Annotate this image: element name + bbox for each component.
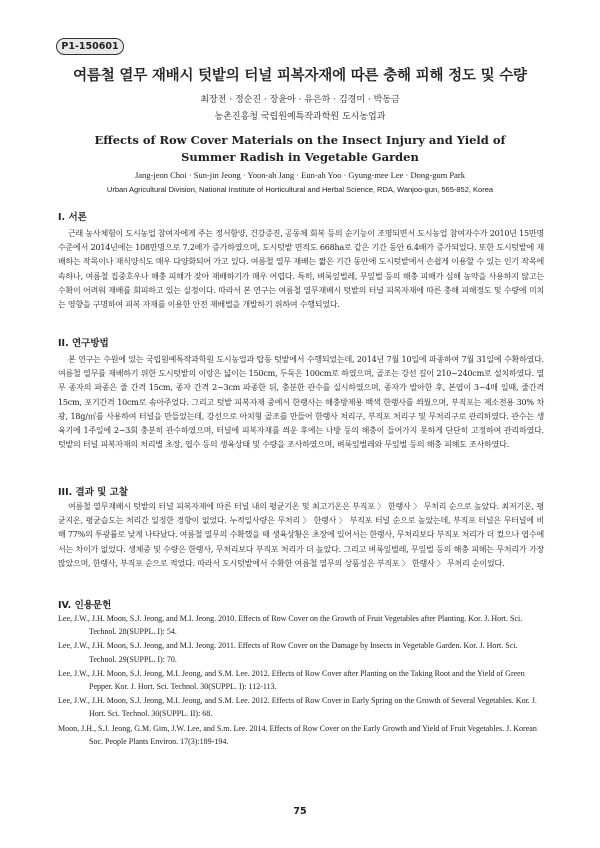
- authors-korean: 최장전 · 정순진 · 장윤아 · 유은하 · 김경미 · 박동금: [200, 95, 400, 105]
- title-korean: 여름철 열무 재배시 텃밭의 터널 피복자재에 따른 충해 피해 정도 및 수량: [73, 67, 527, 84]
- section-heading-references: IV. 인용문헌: [58, 600, 112, 611]
- section-text-results: 여름철 열무재배시 텃밭의 터널 피복자재에 따른 터널 내의 평균기온 및 최고기온은 부직포 〉 한랭사 〉 무처리 순으로 높았다. 최저기온, 평균지온, 평균습도는 처리간 일정한 경향이 없었다. 누적일사량은 무처리 〉 한랭사 〉 부직포 터널 순으로 높았는데, 부직포 터널은 무터널에 비해 77%의 투광률로 낮게 나타났다. 여름철 열무의 수확했을 때 생육상황은 초장에 있어서는 한랭사, 무처리보다 부직포 처리가 더 컸으나 엽수에서는 차이가 없었다. 생체중 및 수량은 한랭사, 무처리보다 부직포 처리가 더 높았다. 그리고 벼룩잎벌레, 무잎벌 등의 해충 피해는 무처리가 가장 많았으며, 한랭사, 부직포 순으로 적었다. 따라서 도시텃밭에서 수확한 여름철 열무의 상품성은 부직포 〉 한랭사 〉 무처리 순이었다.: [58, 502, 544, 568]
- page-number: 75: [293, 806, 307, 817]
- affiliation-korean: 농촌진흥청 국립원예특작과학원 도시농업과: [214, 112, 386, 122]
- reference-item: Lee, J.W., J.H. Moon, S.J. Jeong, M.I. Jeong, and S.M. Lee. 2012. Effects of Row Cover after Planting on the Taking Root and the Yield of Green Pepper. Kor. J. Hort. Sci. Technol. 30(SUPPL. I): 112-113.: [58, 668, 525, 692]
- section-heading-methods: II. 연구방법: [58, 338, 109, 349]
- reference-item: Lee, J.W., J.H. Moon, S.J. Jeong, and M.I. Jeong. 2011. Effects of Row Cover on the Damage by Insects in Vegetable Garden. Kor. J. Hort. Sci. Technol. 29(SUPPL. I): 70.: [58, 641, 518, 664]
- session-tag: P1-150601: [56, 38, 124, 55]
- section-text-introduction: 근래 농사체험이 도시농업 참여자에게 주는 정서함양, 건강증진, 공동체 회복 등의 순기능이 조명되면서 도시농업 참여자수가 2010년 15만명 수준에서 2014년에는 108만명으로 7.2배가 증가하였으며, 도시텃밭 면적도 668ha로 같은 기간 동안 6.4배가 증가되었다. 또한 도시텃밭에 재배하는 작목이나 재식양식도 매우 다양화되어 가고 있다. 여름철 열무 재배는 짧은 기간 동안에 도시텃밭에서 손쉽게 이용할 수 있는 인기 작목에 속하나, 여름철 집중호우나 해충 피해가 잦아 재배하기가 매우 어렵다. 특히, 벼룩잎벌레, 무잎벌 등의 해충 피해가 심해 농약을 사용하지 않고는 수확이 어려워 재배를 회피하고 있는 실정이다. 따라서 본 연구는 여름철 열무재배시 텃밭의 터널 피복자재에 따른 충해 피해정도 및 수량에 미치는 영향을 구명하여 피복 자재를 이용한 안전 재배법을 개발하기 위하여 수행되었다.: [58, 229, 544, 310]
- section-heading-introduction: I. 서론: [58, 212, 87, 223]
- title-english: [0, 132, 600, 166]
- reference-item: Lee, J.W., J.H. Moon, S.J. Jeong, M.I. Jeong, and S.M. Lee. 2012. Effects of Row Cover in Early Spring on the Growth of Several Vegetables. Kor. J. Hort. Sci. Technol. 30(SUPPL. II): 68.: [58, 696, 537, 719]
- title-english-line2: Summer Radish in Vegetable Garden: [181, 150, 419, 164]
- section-heading-results: III. 결과 및 고찰: [58, 487, 129, 498]
- authors-english: Jang-jeon Choi · Sun-jin Jeong · Yoon-ah Jang · Eun-ah Yoo · Gyung-mee Lee · Dong-gum Park: [134, 170, 466, 180]
- affiliation-english: Urban Agricultural Division, National Institute of Horticultural and Herbal Science, RDA, Wanjoo-gun, 565-852, Korea: [106, 185, 494, 194]
- reference-item: Moon, J.H., S.J. Jeong, G.M. Gim, J.W. Lee, and S.m. Lee. 2014. Effects of Row Cover on the Early Growth and Yield of Fruit Vegetables. J. Korean Soc. People Plants Environ. 17(3):189-194.: [58, 723, 537, 746]
- reference-item: Lee, J.W., J.H. Moon, S.J. Jeong, and M.I. Jeong. 2010. Effects of Row Cover on the Growth of Fruit Vegetables after Planting. Kor. J. Hort. Sci. Technol. 28(SUPPL. I): 54.: [58, 614, 523, 637]
- title-english-line1: Effects of Row Cover Materials on the Insect Injury and Yield of: [94, 133, 506, 147]
- reference-list: [58, 612, 544, 749]
- section-text-methods: 본 연구는 수원에 있는 국립원예특작과학원 도시농업과 탑동 텃밭에서 수행되었는데, 2014년 7월 10일에 파종하여 7월 31일에 수확하였다. 여름철 열무를 재배하기 위한 도시텃밭의 이랑은 넓이는 150cm, 두둑은 100cm로 하였으며, 골조는 강선 길이 210~240cm로 설치하였다. 열무 종자의 파종은 줄 간격 15cm, 종자 간격 2~3cm 파종한 뒤, 충분한 관수를 실시하였으며, 종자가 발아한 후, 본엽이 3~4매 일때, 줄간격 15cm, 포기간격 10cm로 솎아주었다. 그리고 텃밭 피복자재 중에서 한랭사는 해충방제용 백색 한랭사를 씌웠으며, 부직포는 제소전용 30% 차광, 18g/㎡를 사용하여 터널을 만들었는데, 강선으로 아치형 골조를 만들어 한랭사 처리구, 부직포 처리구 및 무처리구로 관리하였다. 관수는 생육기에 1주일에 2~3회 충분히 관수하였으며, 터널에 피복자재를 씌운 후에는 나방 등의 해충이 들어가지 못하게 단단히 고정하여 관리하였다. 텃밭의 터널 피복자재의 처리별 초장, 엽수 등의 생육상태 및 수량을 조사하였으며, 벼룩잎벌레와 무잎벌 등의 해충 피해도 조사하였다.: [58, 355, 544, 450]
